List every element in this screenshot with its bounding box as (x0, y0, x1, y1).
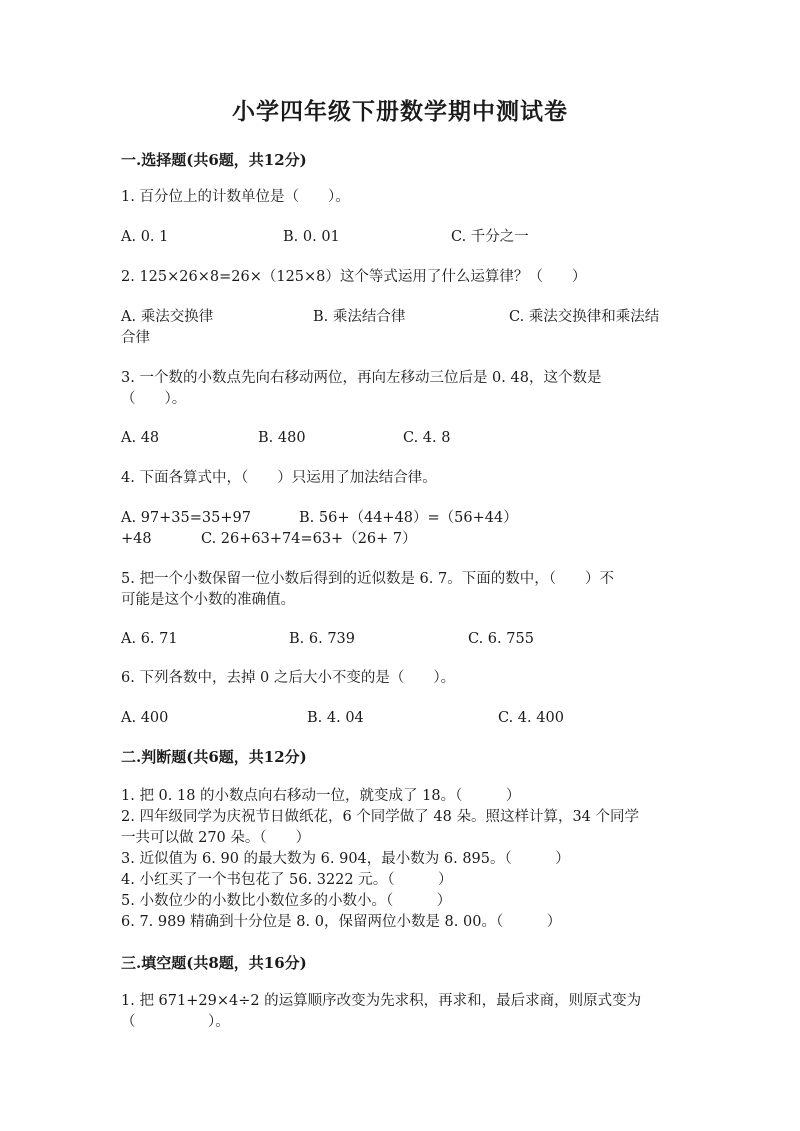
judgment-item-6: 6. 7. 989 精确到十分位是 8. 0，保留两位小数是 8. 00。（ ） (121, 914, 562, 930)
question-6-option-c: C. 4. 400 (498, 710, 564, 726)
judgment-item-2-continued: 一共可以做 270 朵。（ ） (121, 830, 311, 846)
question-5-option-b: B. 6. 739 (289, 631, 355, 647)
judgment-item-2: 2. 四年级同学为庆祝节日做纸花，6 个同学做了 48 朵。照这样计算，34 个同学 (121, 809, 640, 825)
question-4-option-b: B. 56+（44+48）=（56+44） (299, 510, 518, 526)
question-1-option-a: A. 0. 1 (121, 229, 169, 245)
section-heading-fill-blank: 三.填空题(共8题，共16分) (121, 954, 307, 972)
question-4-option-a: A. 97+35=35+97 (121, 510, 251, 526)
question-6-option-b: B. 4. 04 (307, 710, 364, 726)
question-3-option-b: B. 480 (258, 430, 306, 446)
judgment-item-3: 3. 近似值为 6. 90 的最大数为 6. 904，最小数为 6. 895。（ ） (121, 851, 570, 867)
question-2-option-b: B. 乘法结合律 (313, 309, 406, 325)
question-2-option-c-continued: 合律 (121, 330, 150, 346)
question-3-option-c: C. 4. 8 (403, 430, 451, 446)
exam-title: 小学四年级下册数学期中测试卷 (232, 98, 568, 125)
question-6-option-a: A. 400 (121, 710, 169, 726)
question-5-line-1: 5. 把一个小数保留一位小数后得到的近似数是 6. 7。下面的数中，（ ）不 (121, 571, 614, 587)
judgment-item-5: 5. 小数位少的小数比小数位多的小数小。（ ） (121, 893, 452, 909)
question-2: 2. 125×26×8=26×（125×8）这个等式运用了什么运算律？（ ） (121, 269, 587, 285)
section-heading-judgment: 二.判断题(共6题，共12分) (121, 748, 307, 766)
question-6: 6. 下列各数中，去掉 0 之后大小不变的是（ ）。 (121, 670, 456, 686)
question-2-option-c: C. 乘法交换律和乘法结 (509, 309, 660, 325)
question-4-option-c: C. 26+63+74=63+（26+ 7） (201, 531, 417, 547)
question-1-option-b: B. 0. 01 (283, 229, 340, 245)
fill-blank-item-1-continued: （ ）。 (121, 1014, 230, 1030)
question-4-option-b-continued: +48 (121, 531, 152, 547)
question-5-line-2: 可能是这个小数的准确值。 (121, 592, 295, 608)
section-heading-choice: 一.选择题(共6题，共12分) (121, 151, 307, 169)
question-3-option-a: A. 48 (121, 430, 160, 446)
question-5-option-c: C. 6. 755 (468, 631, 534, 647)
question-2-option-a: A. 乘法交换律 (121, 309, 214, 325)
judgment-item-4: 4. 小红买了一个书包花了 56. 3222 元。（ ） (121, 872, 453, 888)
fill-blank-item-1: 1. 把 671+29×4÷2 的运算顺序改变为先求积，再求和，最后求商，则原式变为 (121, 993, 642, 1009)
question-3-line-2: （ ）。 (121, 391, 187, 407)
question-1-option-c: C. 千分之一 (451, 229, 529, 245)
question-4: 4. 下面各算式中，（ ）只运用了加法结合律。 (121, 470, 437, 486)
question-1: 1. 百分位上的计数单位是（ ）。 (121, 189, 350, 205)
question-5-option-a: A. 6. 71 (121, 631, 178, 647)
judgment-item-1: 1. 把 0. 18 的小数点向右移动一位，就变成了 18。（ ） (121, 788, 521, 804)
question-3-line-1: 3. 一个数的小数点先向右移动两位，再向左移动三位后是 0. 48，这个数是 (121, 370, 602, 386)
